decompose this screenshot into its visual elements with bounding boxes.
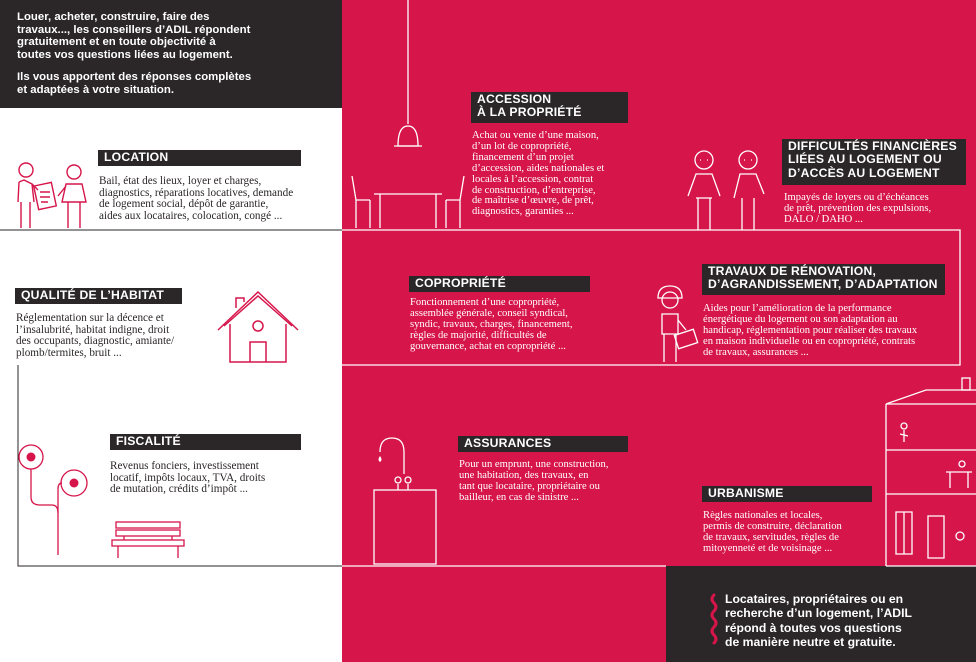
qualite-text: Réglementation sur la décence et l’insalubrité, habitat indigne, droit des occupants, diagnostic, amiante/ plomb/termites, bruit ... [16,312,175,359]
difficultes-text: Impayés de loyers ou d’échéances de prêt, prévention des expulsions, DALO / DAHO ... [784,192,932,225]
tenant-agreement-icon [14,160,94,230]
urbanisme-title: URBANISME [702,486,872,502]
fiscalite-text: Revenus fonciers, investissement locatif, impôts locaux, TVA, droits de mutation, crédits d’impôt ... [110,460,266,496]
fiscalite-title: FISCALITÉ [110,434,301,450]
urbanisme-text: Règles nationales et locales, permis de construire, déclaration de travaux, servitudes, règles de mitoyenneté et de voisinage ... [703,510,842,554]
travaux-title: TRAVAUX DE RÉNOVATION, D’AGRANDISSEMENT, D’ADAPTATION [702,264,945,295]
copropriete-title: COPROPRIÉTÉ [409,276,590,292]
qualite-title: QUALITÉ DE L’HABITAT [15,288,182,304]
travaux-text: Aides pour l’amélioration de la performance énergétique du logement ou son adaptation au handicap, réglementation pour réaliser des travaux en maison individuelle ou en copropriété, contrats de travaux, assurances ... [703,303,918,358]
intro-line: Ils vous apportent des réponses complètes [17,71,252,84]
dining-table-icon [346,0,471,230]
intro-line: travaux..., les conseillers d’ADIL répondent [17,23,251,36]
house-icon [214,290,304,370]
location-text: Bail, état des lieux, loyer et charges, diagnostics, réparations locatives, demande de logement social, dépôt de garantie, aides aux locataires, colocation, congé ... [99,175,294,222]
intro-line: Louer, acheter, construire, faire des [17,11,210,23]
faucet-sink-icon [370,436,440,566]
copropriete-text: Fonctionnement d’une copropriété, assemblée générale, conseil syndical, syndic, travaux, charges, financement, règles de majorité, difficultés de gouvernance, achat en copropriété ... [410,297,573,352]
intro-line: gratuitement et en toute objectivité à [17,36,216,49]
worker-toolbox-icon [652,284,702,364]
bench-icon [110,520,190,560]
assurances-title: ASSURANCES [458,436,628,452]
assurances-text: Pour un emprunt, une construction, une habitation, des travaux, en tant que locataire, propriétaire ou bailleur, en cas de sinistre ... [459,459,609,503]
closing-text: Locataires, propriétaires ou en recherche d’un logement, l’ADIL répond à toutes vos questions de manière neutre et gratuite. [725,592,912,650]
location-title: LOCATION [98,150,301,166]
intro-text [17,11,337,97]
intro-line: toutes vos questions liées au logement. [17,48,233,61]
intro-line: et adaptées à votre situation. [17,83,174,96]
difficultes-title: DIFFICULTÉS FINANCIÈRES LIÉES AU LOGEMENT OU D’ACCÈS AU LOGEMENT [782,139,966,185]
worried-people-icon [686,148,781,233]
accession-title: ACCESSION À LA PROPRIÉTÉ [471,92,628,123]
accession-text: Achat ou vente d’une maison, d’un lot de copropriété, financement d’un projet d’accession, aides nationales et locales à l’accession, contrat de construction, d’entreprise, de maîtrise d’œuvre, de prêt, diagnostics, garanties ... [472,130,605,218]
street-lamp-icon [18,437,113,557]
apartment-building-icon [884,376,976,566]
quote-mark-icon [709,593,719,653]
